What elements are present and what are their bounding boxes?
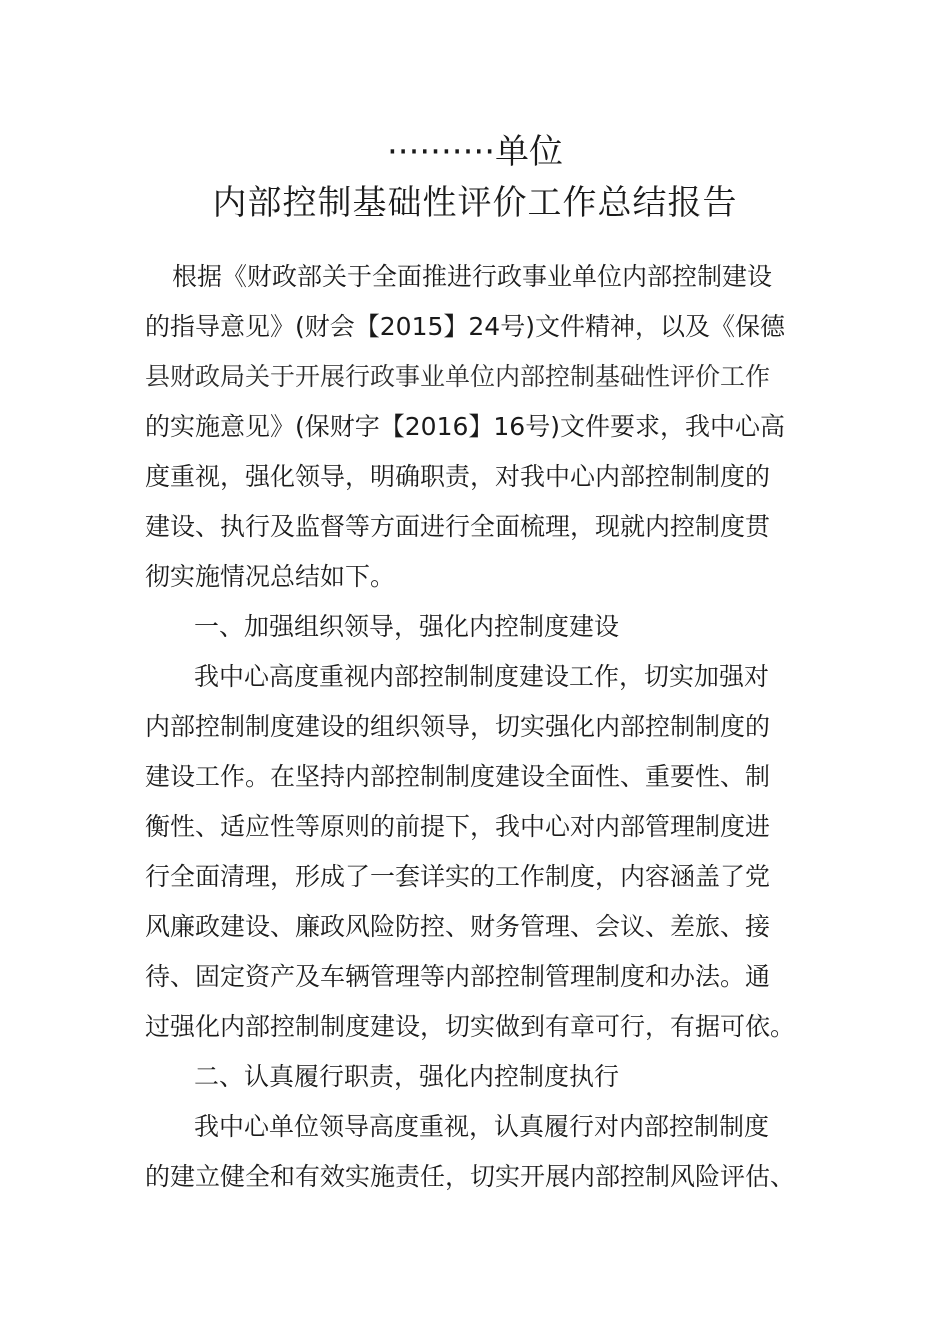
paragraph-line: 我中心高度重视内部控制制度建设工作，切实加强对 [194, 662, 770, 691]
title-unit-line: ··········单位 [386, 132, 564, 172]
paragraph-line: 的指导意见》(财会【2015】24号)文件精神，以及《保德 [145, 312, 785, 341]
section-heading-2: 二、认真履行职责，强化内控制度执行 [194, 1062, 620, 1091]
paragraph-line: 内部控制制度建设的组织领导，切实强化内部控制制度的 [145, 712, 771, 741]
paragraph-line: 行全面清理，形成了一套详实的工作制度，内容涵盖了党 [145, 862, 771, 891]
paragraph-line: 建设、执行及监督等方面进行全面梳理，现就内控制度贯 [145, 512, 771, 541]
paragraph-line: 我中心单位领导高度重视，认真履行对内部控制制度 [194, 1112, 770, 1141]
report-title: 内部控制基础性评价工作总结报告 [212, 183, 738, 223]
paragraph-line: 的建立健全和有效实施责任，切实开展内部控制风险评估、 [145, 1162, 796, 1191]
paragraph-line: 风廉政建设、廉政风险防控、财务管理、会议、差旅、接 [145, 912, 771, 941]
section-heading-1: 一、加强组织领导，强化内控制度建设 [194, 612, 620, 641]
paragraph-line: 建设工作。在坚持内部控制制度建设全面性、重要性、制 [145, 762, 771, 791]
paragraph-line: 县财政局关于开展行政事业单位内部控制基础性评价工作 [145, 362, 771, 391]
paragraph-line: 过强化内部控制制度建设，切实做到有章可行，有据可依。 [145, 1012, 796, 1041]
paragraph-line: 根据《财政部关于全面推进行政事业单位内部控制建设 [172, 262, 773, 291]
paragraph-line: 衡性、适应性等原则的前提下，我中心对内部管理制度进 [145, 812, 771, 841]
paragraph-line: 度重视，强化领导，明确职责，对我中心内部控制制度的 [145, 462, 771, 491]
paragraph-line: 待、固定资产及车辆管理等内部控制管理制度和办法。通 [145, 962, 771, 991]
paragraph-line: 的实施意见》(保财字【2016】16号)文件要求，我中心高 [145, 412, 785, 441]
paragraph-line: 彻实施情况总结如下。 [145, 562, 396, 591]
